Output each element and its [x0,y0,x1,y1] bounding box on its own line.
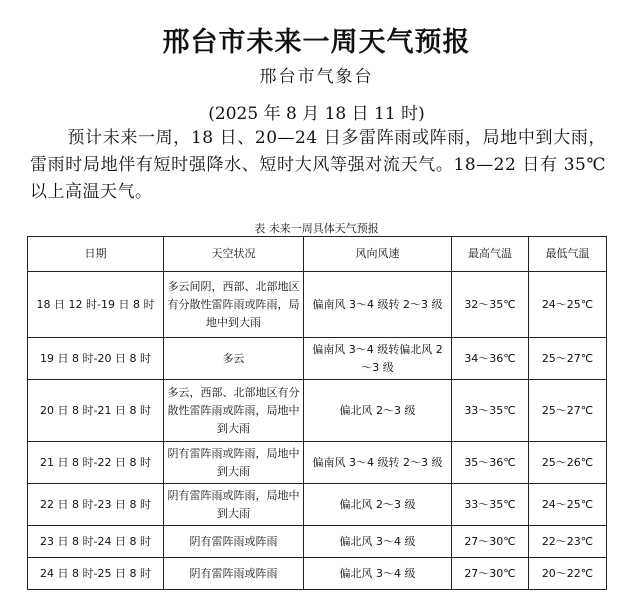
cell-wind: 偏北风 2～3 级 [304,380,452,442]
cell-date: 22 日 8 时-23 日 8 时 [28,484,164,526]
forecast-summary: 预计未来一周，18 日、20—24 日多雷阵雨或阵雨，局地中到大雨，雷雨时局地伴有短时强降水、短时大风等强对流天气。18—22 日有 35℃以上高温天气。 [30,128,606,202]
table-row [28,380,607,442]
cell-date: 24 日 8 时-25 日 8 时 [28,558,164,590]
header-sky: 天空状况 [164,237,304,272]
header-wind: 风向风速 [304,237,452,272]
table-row [28,442,607,484]
header-min-temp: 最低气温 [529,237,607,272]
cell-min-temp: 25～27℃ [529,338,607,380]
document-title: 邢台市未来一周天气预报 [162,27,471,58]
issue-date: (2025 年 8 月 18 日 11 时) [208,104,425,124]
table-header-row [28,237,607,272]
cell-wind: 偏北风 2～3 级 [304,484,452,526]
cell-date: 20 日 8 时-21 日 8 时 [28,380,164,442]
table-row [28,338,607,380]
cell-wind: 偏南风 3～4 级转 2～3 级 [304,272,452,338]
cell-min-temp: 24～25℃ [529,484,607,526]
cell-sky: 阴有雷阵雨或阵雨，局地中到大雨 [164,484,304,526]
cell-date: 23 日 8 时-24 日 8 时 [28,526,164,558]
cell-max-temp: 35～36℃ [452,442,529,484]
table-row [28,484,607,526]
cell-sky: 多云间阴，西部、北部地区有分散性雷阵雨或阵雨，局地中到大雨 [164,272,304,338]
cell-min-temp: 25～26℃ [529,442,607,484]
header-max-temp: 最高气温 [452,237,529,272]
forecast-table [27,236,607,590]
cell-sky: 阴有雷阵雨或阵雨 [164,558,304,590]
cell-max-temp: 27～30℃ [452,526,529,558]
table-caption: 表 未来一周具体天气预报 [254,222,379,235]
table-row [28,526,607,558]
cell-sky: 阴有雷阵雨或阵雨，局地中到大雨 [164,442,304,484]
cell-wind: 偏北风 3～4 级 [304,526,452,558]
cell-max-temp: 33～35℃ [452,484,529,526]
cell-wind: 偏南风 3～4 级转偏北风 2～3 级 [304,338,452,380]
cell-min-temp: 22～23℃ [529,526,607,558]
header-date: 日期 [28,237,164,272]
cell-min-temp: 25～27℃ [529,380,607,442]
table-row [28,558,607,590]
issuer-name: 邢台市气象台 [259,67,374,87]
cell-max-temp: 27～30℃ [452,558,529,590]
cell-wind: 偏南风 3～4 级转 2～3 级 [304,442,452,484]
cell-sky: 阴有雷阵雨或阵雨 [164,526,304,558]
cell-date: 19 日 8 时-20 日 8 时 [28,338,164,380]
cell-date: 18 日 12 时-19 日 8 时 [28,272,164,338]
cell-sky: 多云，西部、北部地区有分散性雷阵雨或阵雨，局地中到大雨 [164,380,304,442]
cell-min-temp: 24～25℃ [529,272,607,338]
cell-date: 21 日 8 时-22 日 8 时 [28,442,164,484]
cell-max-temp: 32～35℃ [452,272,529,338]
cell-min-temp: 20～22℃ [529,558,607,590]
cell-max-temp: 33～35℃ [452,380,529,442]
cell-sky: 多云 [164,338,304,380]
cell-wind: 偏北风 3～4 级 [304,558,452,590]
cell-max-temp: 34～36℃ [452,338,529,380]
table-row [28,272,607,338]
